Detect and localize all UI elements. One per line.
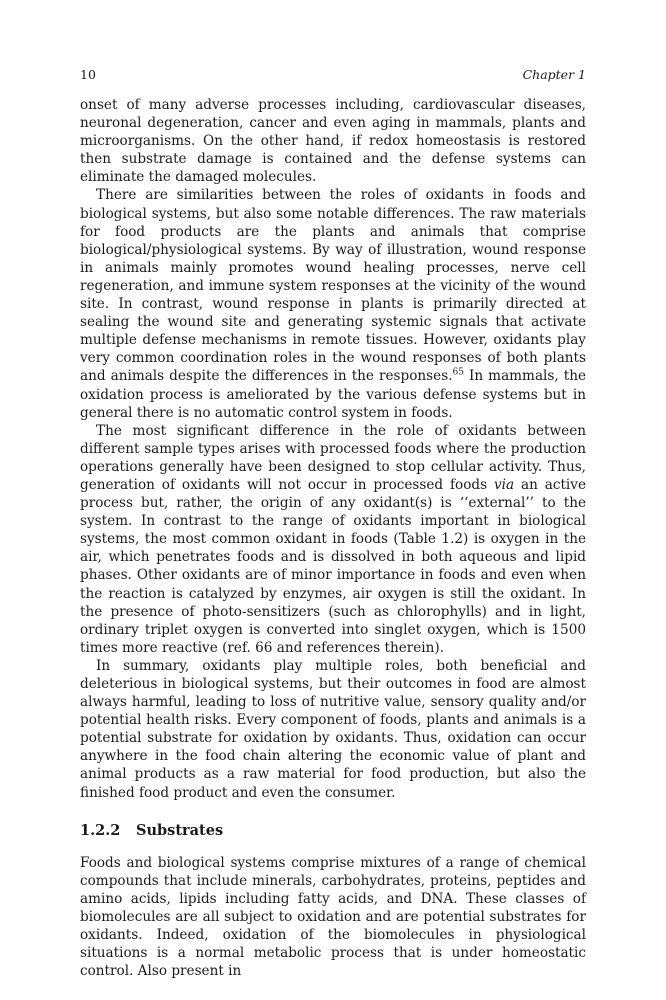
paragraph-2 [80, 186, 586, 421]
page-number: 10 [80, 67, 96, 82]
paragraph-1-text: onset of many adverse processes including, cardiovascular diseases, neuronal degeneration, cancer and even aging in mammals, plants and microorganisms. On the other hand, if redox homeostasis is restored then substrate damage is contained and the defense systems can eliminate the damaged molecules. [80, 97, 586, 186]
running-head [80, 66, 586, 84]
section-paragraph-text: Foods and biological systems comprise mixtures of a range of chemical compounds that include minerals, carbohydrates, proteins, peptides and amino acids, lipids including fatty acids, and DNA. These classes of biomolecules are all subject to oxidation and are potential substrates for oxidants. Indeed, oxidation of the biomolecules in physiological situations is a normal metabolic process that is under homeostatic control. Also present in [80, 854, 586, 980]
paragraph-4 [80, 657, 586, 802]
section-paragraph [80, 854, 586, 981]
chapter-label: Chapter 1 [522, 67, 586, 82]
paragraph-3-text: The most significant difference in the role of oxidants between different sample types arises with processed foods where the production operations generally have been designed to stop cellular activity. Thus, generation of oxidants will not occur in processed foods [80, 422, 586, 493]
paragraph-4-text: In summary, oxidants play multiple roles, both beneficial and deleterious in biological systems, but their outcomes in food are almost always harmful, leading to loss of nutritive value, sensory quality and/or potential health risks. Every component of foods, plants and animals is a potential substrate for oxidation by oxidants. Thus, oxidation can occur anywhere in the food chain altering the economic value of plant and animal products as a raw material for food production, but also the finished food product and even the consumer. [80, 657, 586, 801]
italic-via: via [493, 476, 515, 493]
section-number: 1.2.2 [80, 821, 121, 839]
paragraph-1 [80, 96, 586, 186]
paragraph-3 [80, 422, 586, 657]
section-heading [80, 821, 586, 841]
paragraph-2-text: There are similarities between the roles of oxidants in foods and biological systems, but also some notable differences. The raw materials for food products are the plants and animals that comprise biological/physiological systems. By way of illustration, wound response in animals mainly promotes wound healing processes, nerve cell regeneration, and immune system responses at the vicinity of the wound site. In contrast, wound response in plants is primarily directed at sealing the wound site and generating systemic signals that activate multiple defense mechanisms in remote tissues. However, oxidants play very common coordination roles in the wound responses of both plants and animals despite the differences in the responses. [80, 187, 586, 385]
paragraph-3-text-continued: an active process but, rather, the origin of any oxidant(s) is ‘‘external’’ to the system. In contrast to the range of oxidants important in biological systems, the most common oxidant in foods (Table 1.2) is oxygen in the air, which penetrates foods and is dissolved in both aqueous and lipid phases. Other oxidants are of minor importance in foods and even when the reaction is catalyzed by enzymes, air oxygen is still the oxidant. In the presence of photo-sensitizers (such as chlorophylls) and in light, ordinary triplet oxygen is converted into singlet oxygen, which is 1500 times more reactive (ref. 66 and references therein). [80, 476, 586, 656]
paragraph-2-text-continued: In mammals, the oxidation process is ameliorated by the various defense systems but in general there is no automatic control system in foods. [80, 368, 587, 421]
section-title: Substrates [136, 821, 224, 839]
reference-65: 65 [452, 367, 464, 378]
book-page [80, 66, 586, 980]
